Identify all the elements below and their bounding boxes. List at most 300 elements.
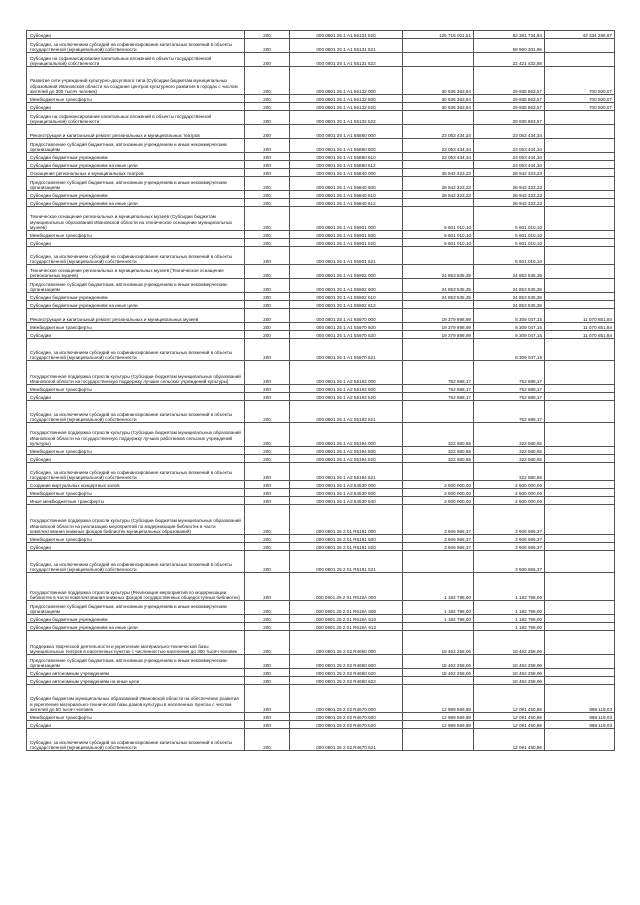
row-value-approved [403, 339, 474, 361]
row-description: Развитие сети учреждений культурно-досугового типа (Субсидии бюджетам муниципальных образований Ивановской области на создание центров культурного развития в городах с числом жителей до 300 тысяч человек) [27, 67, 245, 95]
row-description: Субсидии [27, 331, 245, 339]
row-value-approved: 1 182 796,00 [403, 573, 474, 601]
row-value-executed: 752 688,17 [474, 393, 545, 401]
table-row [27, 169, 615, 177]
row-budget-code: 000 0801 25 1 А1 55840 612 [290, 199, 403, 207]
row-value-unexecuted [545, 463, 615, 481]
row-value-executed: 2 500 000,00 [474, 489, 545, 497]
row-value-executed: 752 688,17 [474, 401, 545, 423]
row-value-approved: 15 462 258,06 [403, 669, 474, 677]
row-budget-code: 000 0801 25 2 02 R4670 521 [290, 729, 403, 751]
row-description: Субсидии бюджетным учреждениям на иные цели [27, 301, 245, 309]
row-admin-code: 200 [245, 103, 290, 111]
table-row [27, 497, 615, 505]
row-value-approved: 24 853 535,35 [403, 279, 474, 293]
table-row [27, 551, 615, 573]
row-value-unexecuted [545, 125, 615, 139]
row-value-executed: 59 960 301,96 [474, 39, 545, 53]
row-value-unexecuted: 700 500,07 [545, 95, 615, 103]
row-description: Субсидии на софинансирование капитальных вложений в объекты государственной (муниципальной) собственности [27, 111, 245, 125]
row-value-approved: 3 606 666,37 [403, 543, 474, 551]
row-value-approved: 24 853 535,35 [403, 293, 474, 301]
row-value-executed: 28 942 323,23 [474, 191, 545, 199]
row-budget-code: 000 0801 25 1 А1 55901 521 [290, 247, 403, 265]
row-value-unexecuted: 43 334 286,67 [545, 31, 615, 39]
table-row [27, 401, 615, 423]
row-value-approved [403, 729, 474, 751]
table-row [27, 601, 615, 615]
row-description: Субсидии, за исключением субсидий на софинансирование капитальных вложений в объекты государственной (муниципальной) собственности [27, 729, 245, 751]
row-admin-code: 200 [245, 669, 290, 677]
row-admin-code: 200 [245, 721, 290, 729]
row-value-approved: 322 580,65 [403, 423, 474, 447]
row-value-unexecuted [545, 481, 615, 489]
row-value-approved: 1 182 796,00 [403, 601, 474, 615]
row-description: Государственная поддержка отрасли культуры (Субсидии бюджетам муниципальных образований Ивановской области на государственную поддержку лучших сельских учреждений культуры) [27, 361, 245, 385]
row-value-approved [403, 401, 474, 423]
table-row [27, 623, 615, 631]
row-budget-code: 000 0801 25 1 А2 55193 500 [290, 385, 403, 393]
row-value-executed: 28 942 323,23 [474, 169, 545, 177]
row-value-executed: 12 091 450,86 [474, 729, 545, 751]
row-value-approved: 19 379 898,99 [403, 323, 474, 331]
row-admin-code: 200 [245, 677, 290, 685]
row-admin-code: 200 [245, 543, 290, 551]
row-budget-code: 000 0801 25 1 А1 55132 520 [290, 103, 403, 111]
row-value-unexecuted [545, 177, 615, 191]
row-description: Предоставление субсидий бюджетным, автономным учреждениям и иным некоммерческим организациям [27, 177, 245, 191]
row-admin-code: 200 [245, 655, 290, 669]
row-budget-code: 000 0801 25 2 02 R4670 000 [290, 685, 403, 713]
row-budget-code: 000 0801 25 2 01 R519А 000 [290, 573, 403, 601]
row-description: Межбюджетные трансферты [27, 385, 245, 393]
row-value-approved: 30 636 363,64 [403, 95, 474, 103]
row-value-executed: 22 421 432,88 [474, 53, 545, 67]
table-row [27, 323, 615, 331]
row-admin-code: 200 [245, 489, 290, 497]
row-admin-code: 200 [245, 239, 290, 247]
row-value-executed: 322 580,65 [474, 463, 545, 481]
table-row [27, 161, 615, 169]
row-value-unexecuted [545, 447, 615, 455]
row-value-executed: 8 309 047,15 [474, 339, 545, 361]
row-budget-code: 000 0801 25 1 А1 55901 500 [290, 231, 403, 239]
row-budget-code: 000 0801 25 1 А1 55131 520 [290, 31, 403, 39]
budget-report-sheet [26, 30, 614, 751]
table-row [27, 447, 615, 455]
row-description: Субсидии, за исключением субсидий на софинансирование капитальных вложений в объекты государственной (муниципальной) собственности [27, 247, 245, 265]
row-description: Субсидии [27, 103, 245, 111]
row-budget-code: 000 0801 25 1 А1 55902 000 [290, 265, 403, 279]
row-value-approved: 1 182 796,00 [403, 615, 474, 623]
row-value-approved [403, 301, 474, 309]
row-value-approved: 30 636 363,64 [403, 103, 474, 111]
row-value-approved: 322 580,65 [403, 447, 474, 455]
row-value-unexecuted: 898 119,03 [545, 713, 615, 721]
row-value-executed: 3 606 666,37 [474, 543, 545, 551]
row-budget-code: 000 0801 25 2 01 R519А 600 [290, 601, 403, 615]
row-budget-code: 000 0801 25 1 А1 55970 000 [290, 309, 403, 323]
table-row [27, 199, 615, 207]
row-value-unexecuted [545, 677, 615, 685]
row-value-approved: 752 688,17 [403, 361, 474, 385]
row-description: Предоставление субсидий бюджетным, автономным учреждениям и иным некоммерческим организациям [27, 279, 245, 293]
row-description: Субсидии на софинансирование капитальных вложений в объекты государственной (муниципальной) собственности [27, 53, 245, 67]
row-value-executed: 29 935 863,57 [474, 111, 545, 125]
row-admin-code: 200 [245, 323, 290, 331]
table-row [27, 615, 615, 623]
table-row [27, 721, 615, 729]
row-budget-code: 000 0801 25 2 01 R519А 610 [290, 615, 403, 623]
row-admin-code: 200 [245, 615, 290, 623]
row-value-executed: 8 309 047,15 [474, 323, 545, 331]
row-value-executed: 29 935 863,57 [474, 95, 545, 103]
row-admin-code: 200 [245, 199, 290, 207]
row-description: Предоставление субсидий бюджетным, автономным учреждениям и иным некоммерческим организациям [27, 139, 245, 153]
row-value-unexecuted: 898 119,03 [545, 721, 615, 729]
row-value-unexecuted: 11 070 851,84 [545, 323, 615, 331]
row-budget-code: 000 0801 25 1 А1 55132 000 [290, 67, 403, 95]
row-budget-code: 000 0801 25 1 А1 55840 610 [290, 191, 403, 199]
row-value-approved: 19 379 898,99 [403, 331, 474, 339]
row-budget-code: 000 0801 25 1 А1 55902 612 [290, 301, 403, 309]
row-value-approved [403, 247, 474, 265]
row-value-executed: 15 462 258,06 [474, 677, 545, 685]
row-description: Техническое оснащение региональных и муниципальных музеев (Субсидии бюджетам муниципальных образований Ивановской области на техническое оснащение муниципальных музеев) [27, 207, 245, 231]
row-value-executed: 23 053 434,34 [474, 161, 545, 169]
row-description: Иные межбюджетные трансферты [27, 497, 245, 505]
row-admin-code: 200 [245, 685, 290, 713]
row-budget-code: 000 0801 25 1 А1 55901 000 [290, 207, 403, 231]
row-admin-code: 200 [245, 455, 290, 463]
row-value-approved: 12 989 569,89 [403, 713, 474, 721]
row-budget-code: 000 0801 25 2 01 R5191 520 [290, 543, 403, 551]
row-value-executed: 1 182 796,00 [474, 601, 545, 615]
row-budget-code: 000 0801 25 2 02 R4660 622 [290, 677, 403, 685]
row-value-approved: 15 462 258,06 [403, 655, 474, 669]
row-admin-code: 200 [245, 139, 290, 153]
row-budget-code: 000 0801 25 1 А2 55194 500 [290, 447, 403, 455]
table-row [27, 177, 615, 191]
row-value-approved: 2 500 000,00 [403, 489, 474, 497]
row-description: Межбюджетные трансферты [27, 713, 245, 721]
row-budget-code: 000 0801 25 1 А1 55131 522 [290, 53, 403, 67]
table-row [27, 31, 615, 39]
row-admin-code: 200 [245, 401, 290, 423]
row-value-unexecuted [545, 669, 615, 677]
row-value-executed: 15 462 258,06 [474, 655, 545, 669]
row-value-executed: 24 853 535,35 [474, 265, 545, 279]
row-value-unexecuted [545, 601, 615, 615]
row-value-unexecuted: 11 070 851,84 [545, 331, 615, 339]
table-row [27, 191, 615, 199]
row-value-executed: 5 601 010,10 [474, 231, 545, 239]
row-value-approved [403, 677, 474, 685]
row-value-unexecuted [545, 231, 615, 239]
row-value-unexecuted [545, 551, 615, 573]
row-admin-code: 200 [245, 481, 290, 489]
row-value-approved: 3 606 666,37 [403, 535, 474, 543]
row-budget-code: 000 0801 25 1 А1 55970 521 [290, 339, 403, 361]
row-admin-code: 200 [245, 125, 290, 139]
row-value-approved [403, 111, 474, 125]
table-row [27, 279, 615, 293]
row-value-unexecuted [545, 543, 615, 551]
table-row [27, 393, 615, 401]
row-value-approved: 23 053 434,34 [403, 139, 474, 153]
row-value-unexecuted [545, 615, 615, 623]
row-description: Субсидии бюджетным учреждениям [27, 615, 245, 623]
table-row [27, 463, 615, 481]
row-admin-code: 200 [245, 361, 290, 385]
row-description: Предоставление субсидий бюджетным, автономным учреждениям и иным некоммерческим организациям [27, 601, 245, 615]
row-description: Межбюджетные трансферты [27, 95, 245, 103]
row-value-executed: 8 309 047,15 [474, 309, 545, 323]
row-admin-code: 200 [245, 497, 290, 505]
row-description: Субсидии бюджетам муниципальных образований Ивановской области на обеспечение развития и укрепления материально-технической базы домов культуры в населенных пунктах с числом жителей до 50 тысяч человек [27, 685, 245, 713]
row-value-approved: 19 379 898,99 [403, 309, 474, 323]
row-value-executed: 2 500 000,00 [474, 497, 545, 505]
row-value-executed: 3 606 666,37 [474, 535, 545, 543]
row-budget-code: 000 0801 25 2 01 R519А 612 [290, 623, 403, 631]
row-value-unexecuted [545, 361, 615, 385]
table-row [27, 669, 615, 677]
row-budget-code: 000 0801 25 1 А2 55194 520 [290, 455, 403, 463]
row-value-unexecuted: 898 119,03 [545, 685, 615, 713]
table-row [27, 301, 615, 309]
row-value-approved: 28 942 323,23 [403, 191, 474, 199]
row-budget-code: 000 0801 25 1 А1 55132 500 [290, 95, 403, 103]
row-value-unexecuted [545, 169, 615, 177]
table-row [27, 729, 615, 751]
row-description: Оснащение региональных и муниципальных театров [27, 169, 245, 177]
row-budget-code: 000 0801 25 2 01 R5191 500 [290, 535, 403, 543]
row-description: Предоставление субсидий бюджетным, автономным учреждениям и иным некоммерческим организациям [27, 655, 245, 669]
table-row [27, 39, 615, 53]
row-description: Техническое оснащение региональных и муниципальных музеев (Техническое оснащение региональных музеев) [27, 265, 245, 279]
row-admin-code: 200 [245, 67, 290, 95]
row-budget-code: 000 0801 25 2 01 R5191 000 [290, 505, 403, 535]
row-value-unexecuted [545, 401, 615, 423]
table-row [27, 339, 615, 361]
table-row [27, 111, 615, 125]
row-value-unexecuted [545, 139, 615, 153]
row-admin-code: 200 [245, 535, 290, 543]
row-admin-code: 200 [245, 231, 290, 239]
row-description: Субсидии автономным учреждениям [27, 669, 245, 677]
row-description: Реконструкция и капитальный ремонт региональных и муниципальных театров [27, 125, 245, 139]
row-budget-code: 000 0801 25 1 А2 55193 520 [290, 393, 403, 401]
row-description: Субсидии бюджетным учреждениям на иные цели [27, 623, 245, 631]
row-budget-code: 000 0801 25 1 А1 55901 520 [290, 239, 403, 247]
row-budget-code: 000 0801 25 2 02 R4660 600 [290, 655, 403, 669]
row-budget-code: 000 0801 25 1 А1 55840 600 [290, 177, 403, 191]
row-value-executed: 23 053 434,34 [474, 125, 545, 139]
row-budget-code: 000 0801 25 1 А3 54530 000 [290, 481, 403, 489]
row-description: Субсидии бюджетным учреждениям на иные цели [27, 199, 245, 207]
row-value-unexecuted [545, 631, 615, 655]
table-row [27, 247, 615, 265]
row-admin-code: 200 [245, 339, 290, 361]
table-row [27, 677, 615, 685]
row-admin-code: 200 [245, 463, 290, 481]
table-row [27, 309, 615, 323]
row-budget-code: 000 0801 25 1 А1 55880 610 [290, 153, 403, 161]
row-value-approved: 2 500 000,00 [403, 481, 474, 489]
row-budget-code: 000 0801 25 1 А1 55840 000 [290, 169, 403, 177]
row-budget-code: 000 0801 25 1 А1 55880 612 [290, 161, 403, 169]
row-admin-code: 200 [245, 247, 290, 265]
row-value-executed: 5 601 010,10 [474, 239, 545, 247]
row-value-unexecuted [545, 729, 615, 751]
row-value-unexecuted [545, 191, 615, 199]
row-value-unexecuted [545, 239, 615, 247]
row-budget-code: 000 0801 25 2 01 R5191 521 [290, 551, 403, 573]
row-admin-code: 200 [245, 169, 290, 177]
row-value-unexecuted [545, 293, 615, 301]
row-admin-code: 200 [245, 111, 290, 125]
row-value-unexecuted: 700 500,07 [545, 103, 615, 111]
row-value-approved [403, 39, 474, 53]
row-description: Субсидии бюджетным учреждениям на иные цели [27, 161, 245, 169]
row-value-executed: 24 853 535,35 [474, 293, 545, 301]
row-description: Создание виртуальных концертных залов [27, 481, 245, 489]
row-description: Субсидии [27, 31, 245, 39]
row-value-approved: 5 601 010,10 [403, 207, 474, 231]
row-value-executed: 1 182 796,00 [474, 623, 545, 631]
row-value-unexecuted [545, 53, 615, 67]
table-row [27, 713, 615, 721]
row-admin-code: 200 [245, 331, 290, 339]
row-admin-code: 200 [245, 161, 290, 169]
row-value-executed: 24 853 535,35 [474, 279, 545, 293]
row-admin-code: 200 [245, 631, 290, 655]
table-row [27, 207, 615, 231]
row-value-unexecuted [545, 455, 615, 463]
row-value-approved: 752 688,17 [403, 385, 474, 393]
row-value-executed: 12 091 450,86 [474, 721, 545, 729]
row-value-unexecuted [545, 573, 615, 601]
row-value-unexecuted: 700 500,07 [545, 67, 615, 95]
row-value-executed: 322 580,65 [474, 423, 545, 447]
row-admin-code: 200 [245, 279, 290, 293]
row-value-unexecuted [545, 535, 615, 543]
row-description: Субсидии бюджетным учреждениям [27, 191, 245, 199]
row-description: Субсидии [27, 721, 245, 729]
row-description: Реконструкция и капитальный ремонт региональных и муниципальных музеев [27, 309, 245, 323]
table-row [27, 655, 615, 669]
row-value-executed: 15 462 258,06 [474, 631, 545, 655]
table-row [27, 543, 615, 551]
table-row [27, 331, 615, 339]
row-admin-code: 200 [245, 293, 290, 301]
row-description: Субсидии [27, 239, 245, 247]
row-budget-code: 000 0801 25 2 02 R4660 000 [290, 631, 403, 655]
table-row [27, 685, 615, 713]
budget-table [26, 30, 615, 751]
row-value-approved [403, 551, 474, 573]
row-value-unexecuted [545, 655, 615, 669]
row-admin-code: 200 [245, 601, 290, 615]
row-budget-code: 000 0801 25 1 А2 55194 521 [290, 463, 403, 481]
row-description: Межбюджетные трансферты [27, 447, 245, 455]
row-budget-code: 000 0801 25 2 02 R4670 500 [290, 713, 403, 721]
row-admin-code: 200 [245, 447, 290, 455]
row-value-approved: 2 500 000,00 [403, 497, 474, 505]
row-value-executed: 23 053 434,34 [474, 139, 545, 153]
row-value-approved: 3 606 666,37 [403, 505, 474, 535]
row-admin-code: 200 [245, 573, 290, 601]
row-budget-code: 000 0801 25 1 А1 55880 000 [290, 125, 403, 139]
row-value-executed: 752 688,17 [474, 385, 545, 393]
row-admin-code: 200 [245, 95, 290, 103]
table-row [27, 505, 615, 535]
row-value-executed: 1 182 796,00 [474, 615, 545, 623]
row-budget-code: 000 0801 25 1 А1 55970 500 [290, 323, 403, 331]
row-value-unexecuted: 11 070 851,84 [545, 309, 615, 323]
row-value-unexecuted [545, 199, 615, 207]
row-value-executed: 1 182 796,00 [474, 573, 545, 601]
row-value-approved [403, 53, 474, 67]
row-budget-code: 000 0801 25 1 А1 55132 522 [290, 111, 403, 125]
row-value-executed: 29 935 863,57 [474, 67, 545, 95]
row-value-unexecuted [545, 39, 615, 53]
table-row [27, 361, 615, 385]
row-budget-code: 000 0801 25 2 02 R4670 520 [290, 721, 403, 729]
row-value-unexecuted [545, 505, 615, 535]
row-value-unexecuted [545, 301, 615, 309]
row-value-approved [403, 199, 474, 207]
row-admin-code: 200 [245, 177, 290, 191]
table-row [27, 385, 615, 393]
row-value-unexecuted [545, 161, 615, 169]
table-row [27, 481, 615, 489]
row-admin-code: 200 [245, 191, 290, 199]
row-description: Поддержка творческой деятельности и укрепление материально-технической базы муниципальных театров в населенных пунктах с численностью населения до 300 тысяч человек [27, 631, 245, 655]
table-row [27, 631, 615, 655]
row-description: Субсидии [27, 543, 245, 551]
row-description: Субсидии, за исключением субсидий на софинансирование капитальных вложений в объекты государственной (муниципальной) собственности [27, 339, 245, 361]
row-admin-code: 200 [245, 265, 290, 279]
row-value-unexecuted [545, 265, 615, 279]
table-row [27, 489, 615, 497]
row-budget-code: 000 0801 25 1 А1 55131 521 [290, 39, 403, 53]
row-description: Субсидии [27, 455, 245, 463]
row-admin-code: 200 [245, 385, 290, 393]
row-value-executed: 24 853 535,35 [474, 301, 545, 309]
row-description: Государственная поддержка отрасли культуры (Субсидии бюджетам муниципальных образований Ивановской области на государственную поддержку лучших работников сельских учреждений культуры) [27, 423, 245, 447]
row-budget-code: 000 0801 25 1 А1 55902 600 [290, 279, 403, 293]
row-admin-code: 200 [245, 39, 290, 53]
row-value-unexecuted [545, 393, 615, 401]
row-budget-code: 000 0801 25 1 А2 55193 521 [290, 401, 403, 423]
row-value-executed: 3 606 666,37 [474, 505, 545, 535]
row-admin-code: 200 [245, 729, 290, 751]
row-value-executed: 28 942 323,23 [474, 177, 545, 191]
row-value-approved: 322 580,65 [403, 455, 474, 463]
row-admin-code: 200 [245, 153, 290, 161]
row-value-approved: 23 053 434,34 [403, 153, 474, 161]
row-value-approved: 5 601 010,10 [403, 239, 474, 247]
row-value-approved: 30 636 363,64 [403, 67, 474, 95]
row-value-executed: 5 601 010,10 [474, 207, 545, 231]
row-budget-code: 000 0801 25 1 А1 55970 520 [290, 331, 403, 339]
row-admin-code: 200 [245, 623, 290, 631]
row-value-executed: 322 580,65 [474, 447, 545, 455]
row-budget-code: 000 0801 25 1 А1 55880 600 [290, 139, 403, 153]
table-row [27, 153, 615, 161]
row-value-approved: 12 989 569,89 [403, 685, 474, 713]
